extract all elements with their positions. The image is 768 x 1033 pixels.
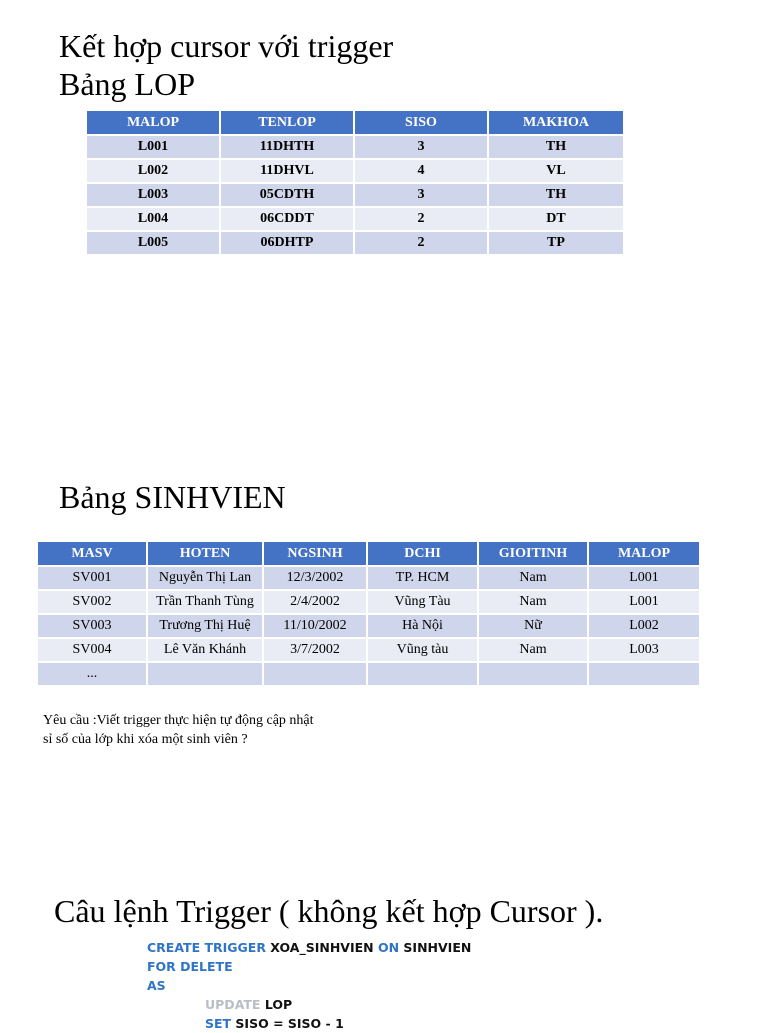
sql-keyword: FOR DELETE: [147, 959, 233, 974]
table-row: [87, 208, 623, 232]
code-line: [147, 976, 471, 995]
table-row: [87, 136, 623, 160]
table-cell: VL: [489, 160, 623, 184]
table-cell: 4: [355, 160, 489, 184]
table-cell: 06DHTP: [221, 232, 355, 256]
table-row: [38, 567, 699, 591]
column-header: MASV: [38, 542, 148, 567]
column-header: MALOP: [589, 542, 699, 567]
table-cell: DT: [489, 208, 623, 232]
column-header: GIOITINH: [479, 542, 589, 567]
table-cell: Nam: [479, 639, 589, 663]
table-cell: 3/7/2002: [264, 639, 368, 663]
column-header: MAKHOA: [489, 111, 623, 136]
table-cell: L003: [589, 639, 699, 663]
table-cell: ...: [38, 663, 148, 687]
table-cell: 12/3/2002: [264, 567, 368, 591]
table-cell: SV002: [38, 591, 148, 615]
table-cell: 2: [355, 208, 489, 232]
column-header: SISO: [355, 111, 489, 136]
table-cell: L001: [589, 591, 699, 615]
table-cell: Nam: [479, 567, 589, 591]
table-header-row: [87, 111, 623, 136]
table-cell: Vũng Tàu: [368, 591, 479, 615]
table-cell: [479, 663, 589, 687]
table-cell: TH: [489, 136, 623, 160]
table-cell: Vũng tàu: [368, 639, 479, 663]
table-cell: 2: [355, 232, 489, 256]
sinhvien-table-title: Bảng SINHVIEN: [59, 479, 286, 515]
code-line: [147, 957, 471, 976]
table-cell: L002: [87, 160, 221, 184]
table-cell: 11DHVL: [221, 160, 355, 184]
table-cell: L005: [87, 232, 221, 256]
table-cell: SV001: [38, 567, 148, 591]
sql-identifier: SINHVIEN: [399, 940, 472, 955]
sql-keyword: CREATE TRIGGER: [147, 940, 266, 955]
table-row: [87, 184, 623, 208]
sql-keyword: ON: [377, 940, 400, 955]
table-cell: SV004: [38, 639, 148, 663]
table-cell: 2/4/2002: [264, 591, 368, 615]
column-header: DCHI: [368, 542, 479, 567]
table-cell: L001: [87, 136, 221, 160]
column-header: HOTEN: [148, 542, 264, 567]
page-title: Kết hợp cursor với trigger: [59, 28, 394, 64]
sql-keyword: UPDATE: [205, 997, 261, 1012]
sql-expression: SISO = SISO - 1: [231, 1016, 344, 1031]
table-cell: Hà Nội: [368, 615, 479, 639]
sql-identifier: LOP: [260, 997, 293, 1012]
sql-code-block: [147, 938, 471, 1033]
requirement-text: [43, 711, 314, 749]
table-cell: [589, 663, 699, 687]
table-row: [38, 615, 699, 639]
column-header: MALOP: [87, 111, 221, 136]
table-cell: 06CDDT: [221, 208, 355, 232]
code-line: [147, 938, 471, 957]
table-row: [87, 232, 623, 256]
table-cell: [148, 663, 264, 687]
lop-table-title: Bảng LOP: [59, 66, 195, 102]
sinhvien-table: [38, 542, 699, 687]
sql-keyword: AS: [147, 978, 166, 993]
table-cell: Lê Văn Khánh: [148, 639, 264, 663]
sql-identifier: XOA_SINHVIEN: [265, 940, 378, 955]
table-row: [38, 591, 699, 615]
table-cell: Nguyễn Thị Lan: [148, 567, 264, 591]
table-cell: TP: [489, 232, 623, 256]
table-cell: TP. HCM: [368, 567, 479, 591]
table-cell: [368, 663, 479, 687]
table-cell: 11DHTH: [221, 136, 355, 160]
column-header: TENLOP: [221, 111, 355, 136]
table-cell: [264, 663, 368, 687]
requirement-line: Yêu cầu :Viết trigger thực hiện tự động cập nhật: [43, 713, 314, 728]
table-cell: L001: [589, 567, 699, 591]
table-cell: 3: [355, 184, 489, 208]
table-cell: L002: [589, 615, 699, 639]
trigger-title: Câu lệnh Trigger ( không kết hợp Cursor ).: [54, 893, 604, 929]
table-cell: Nữ: [479, 615, 589, 639]
table-header-row: [38, 542, 699, 567]
table-row: [38, 663, 699, 687]
table-cell: Trần Thanh Tùng: [148, 591, 264, 615]
table-cell: SV003: [38, 615, 148, 639]
column-header: NGSINH: [264, 542, 368, 567]
table-cell: 11/10/2002: [264, 615, 368, 639]
table-row: [87, 160, 623, 184]
table-cell: L003: [87, 184, 221, 208]
table-cell: 05CDTH: [221, 184, 355, 208]
table-cell: Trương Thị Huệ: [148, 615, 264, 639]
table-cell: TH: [489, 184, 623, 208]
lop-table: [87, 111, 623, 256]
table-cell: 3: [355, 136, 489, 160]
table-row: [38, 639, 699, 663]
code-line: [147, 995, 471, 1014]
sql-keyword: SET: [205, 1016, 232, 1031]
table-cell: L004: [87, 208, 221, 232]
table-cell: Nam: [479, 591, 589, 615]
requirement-line: sỉ số của lớp khi xóa một sinh viên ?: [43, 732, 248, 747]
